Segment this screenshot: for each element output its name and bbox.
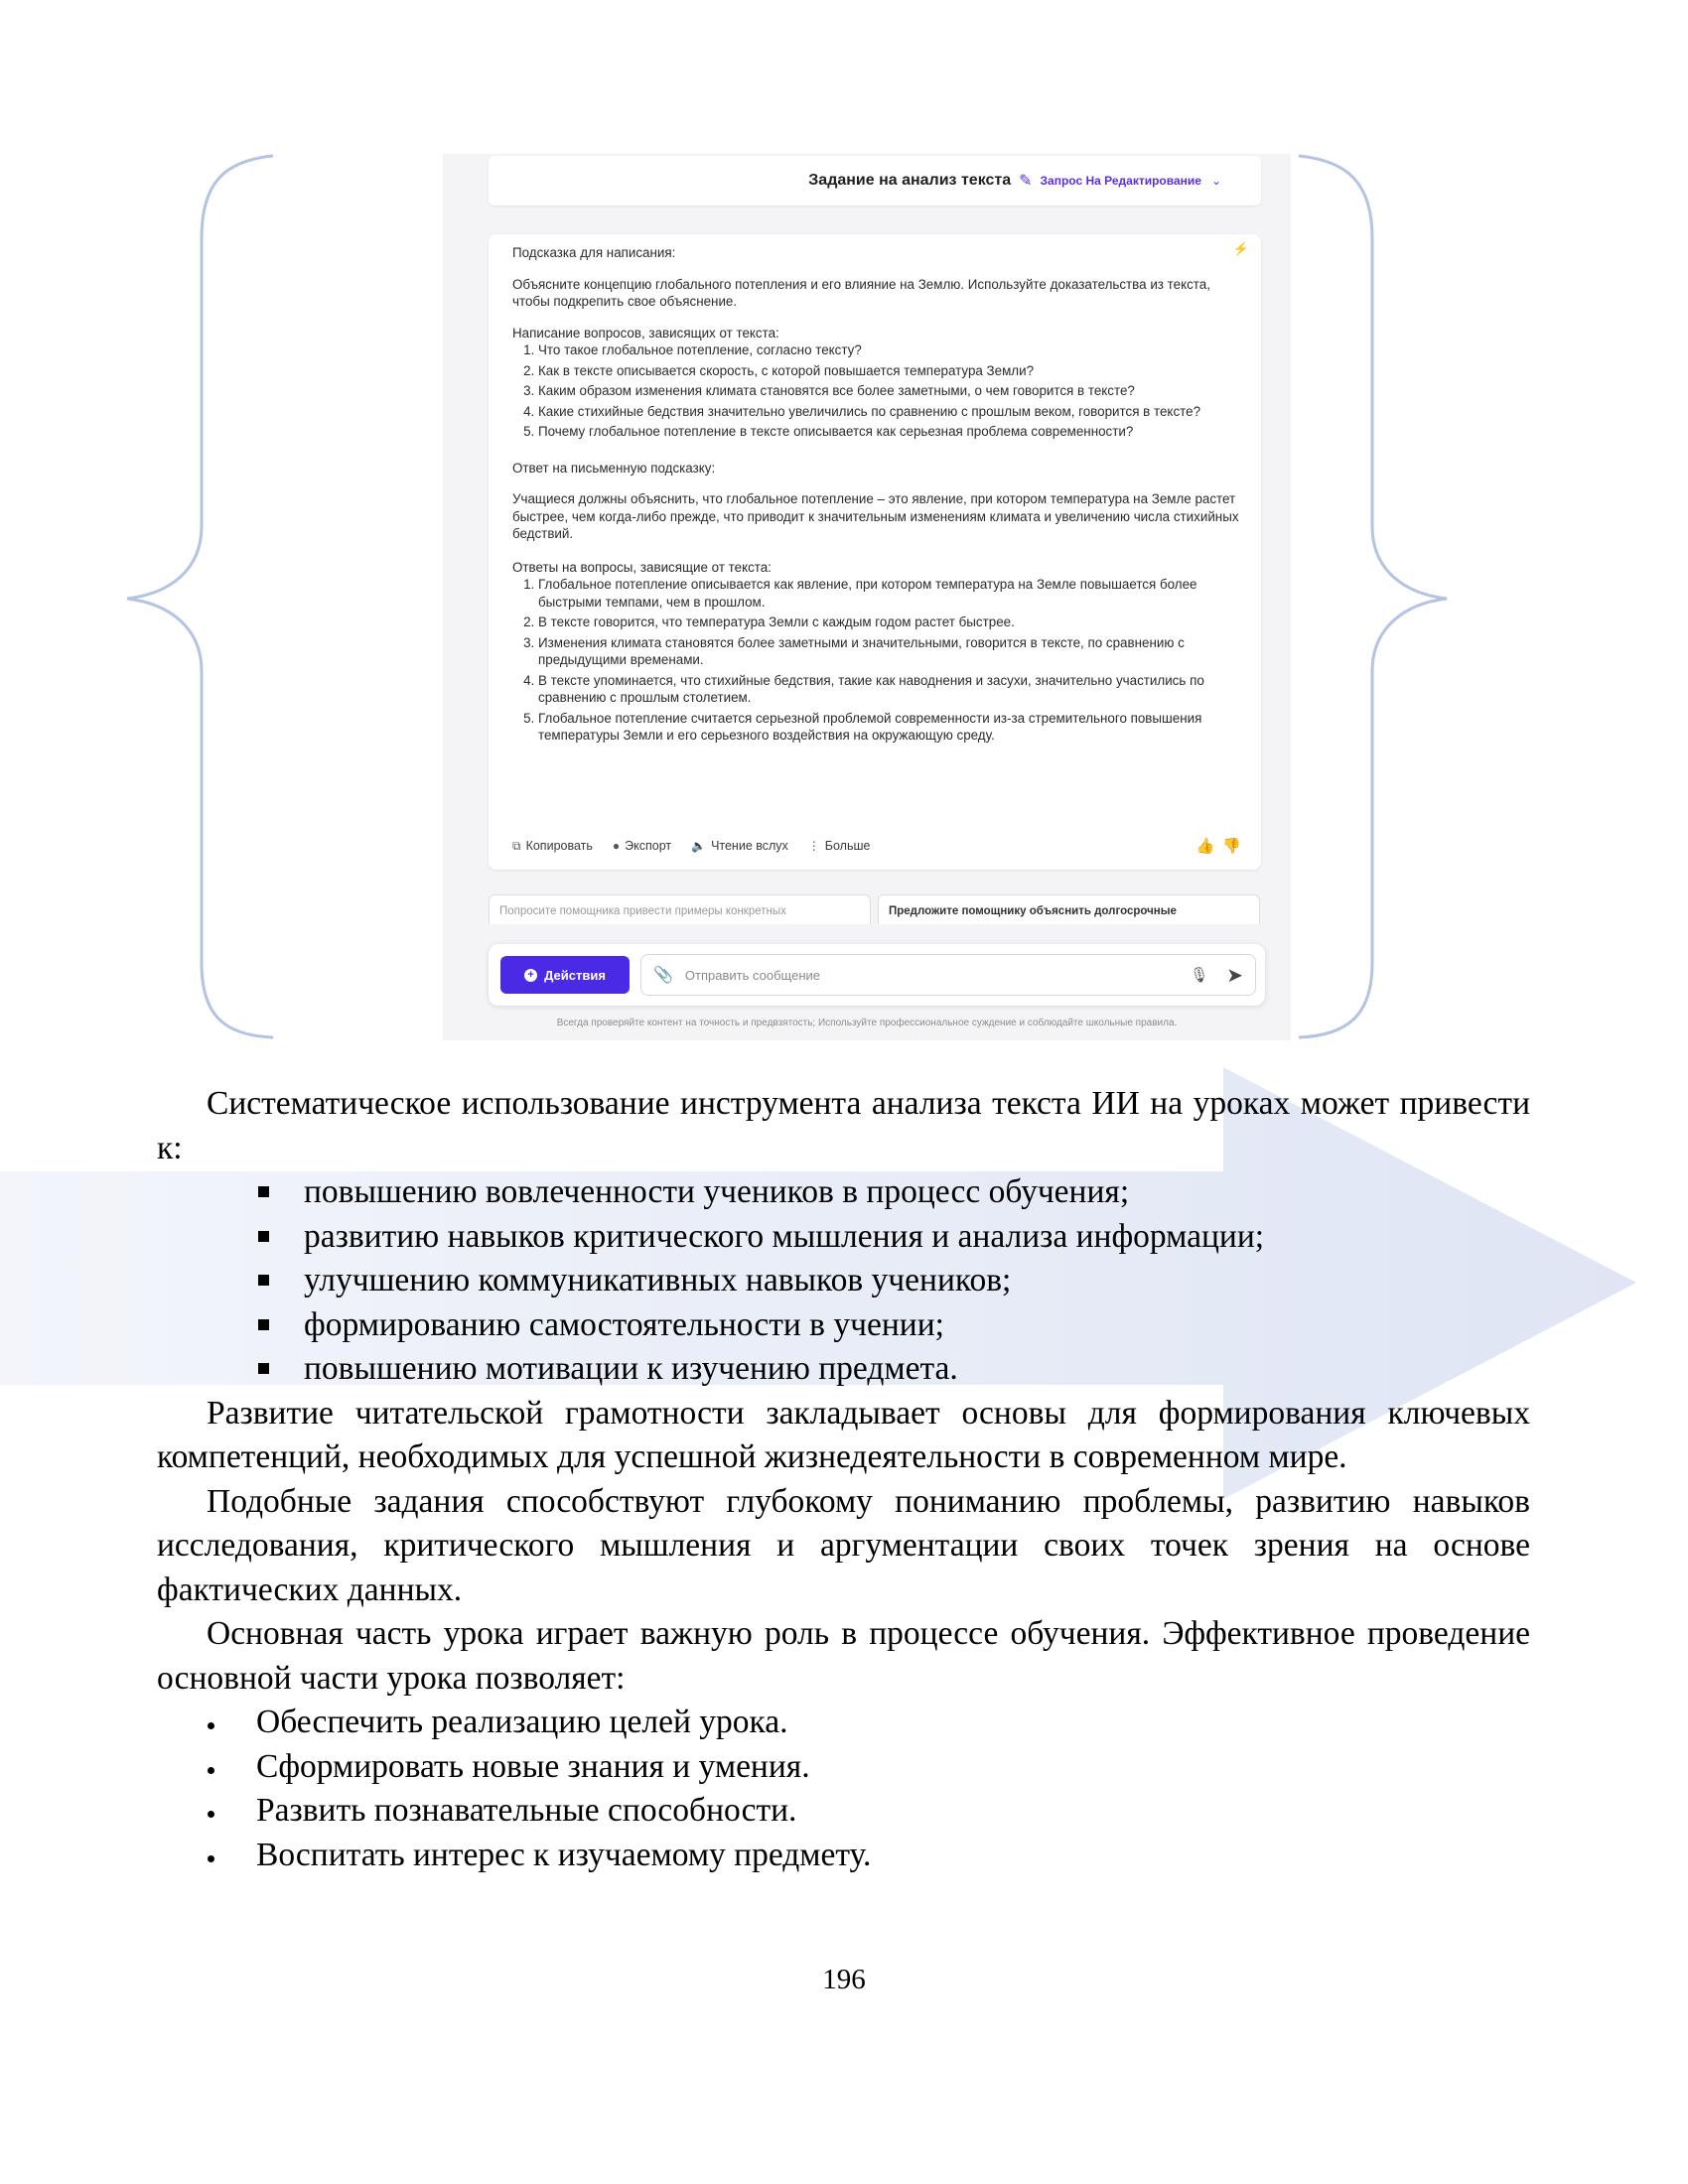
ai-tool-screenshot (443, 154, 1291, 1040)
actions-button-label: Действия (544, 967, 606, 983)
list-item: 1. Что такое глобальное потепление, согласно тексту? (538, 341, 1241, 359)
round-bullet-icon (208, 1722, 214, 1729)
message-input[interactable] (683, 967, 1190, 984)
page-number: 196 (822, 1964, 866, 1995)
input-bar (489, 944, 1265, 1006)
list-item: развитию навыков критического мышления и анализа информации; (157, 1215, 1530, 1260)
task-title: Задание на анализ текста (808, 172, 1012, 189)
microphone-icon[interactable]: 🎙 (1190, 967, 1209, 984)
document-body (157, 1082, 1530, 1877)
list-item: 5. Почему глобальное потепление в тексте описывается как серьезная проблема современности? (538, 423, 1241, 441)
export-button[interactable] (613, 838, 671, 856)
copy-button[interactable] (512, 838, 593, 856)
send-icon[interactable]: ➤ (1226, 964, 1243, 987)
hint-label: Подсказка для написания: (512, 245, 676, 260)
goals-list (157, 1701, 1530, 1877)
list-item: 4. В тексте упоминается, что стихийные бедствия, такие как наводнения и засухи, значительно участились по сравнению с прошлым столетием. (538, 672, 1241, 707)
list-item: Развить познавательные способности. (157, 1789, 1530, 1834)
card-actions (512, 836, 1241, 858)
list-item: улучшению коммуникативных навыков учеников; (157, 1259, 1530, 1303)
round-bullet-icon (208, 1855, 214, 1862)
kebab-icon: ⋮ (807, 839, 820, 854)
copy-icon: ⧉ (512, 839, 521, 854)
copy-label: Копировать (525, 839, 593, 854)
edit-request-link[interactable]: Запрос На Редактирование (1040, 174, 1201, 188)
list-item: Обеспечить реализацию целей урока. (157, 1701, 1530, 1745)
read-aloud-label: Чтение вслух (711, 839, 788, 854)
pencil-icon[interactable]: ✎ (1019, 173, 1033, 190)
square-bullet-icon (258, 1231, 269, 1242)
speaker-icon: 🔈 (691, 839, 707, 854)
square-bullet-icon (258, 1319, 269, 1330)
export-label: Экспорт (625, 839, 672, 854)
read-aloud-button[interactable] (691, 838, 788, 856)
suggestion-chip[interactable]: Попросите помощника привести примеры конкретных (489, 894, 871, 924)
more-button[interactable] (808, 838, 871, 856)
response-card (489, 234, 1261, 870)
right-brace (1299, 156, 1447, 1037)
questions-list (512, 341, 1241, 441)
tasks-paragraph: Подобные задания способствуют глубокому пониманию проблемы, развитию навыков исследования, критического мышления и аргументации своих точек зрения на основе фактических данных. (157, 1482, 1530, 1608)
list-item: 2. В тексте говорится, что температура Земли с каждым годом растет быстрее. (538, 614, 1241, 631)
list-item: 3. Каким образом изменения климата становятся все более заметными, о чем говорится в тексте? (538, 382, 1241, 400)
intro-paragraph: Систематическое использование инструмента анализа текста ИИ на уроках может привести к: (157, 1085, 1530, 1166)
literacy-paragraph: Развитие читательской грамотности закладывает основы для формирования ключевых компетенций, необходимых для успешной жизнедеятельности в современном мире. (157, 1394, 1530, 1475)
round-bullet-icon (208, 1767, 214, 1774)
answer-label: Ответ на письменную подсказку: (512, 460, 716, 476)
list-item: Воспитать интерес к изучаемому предмету. (157, 1834, 1530, 1878)
thumbs-down-icon[interactable]: 👎 (1222, 838, 1241, 856)
chevron-down-icon[interactable]: ⌄ (1210, 174, 1221, 188)
list-item: 2. Как в тексте описывается скорость, с которой повышается температура Земли? (538, 362, 1241, 380)
list-item: 3. Изменения климата становятся более заметными и значительными, говорится в тексте, по сравнению с предыдущими временами. (538, 634, 1241, 669)
actions-button[interactable] (500, 956, 630, 994)
feedback-group (1196, 838, 1241, 856)
export-icon: ● (612, 839, 621, 854)
list-item: 1. Глобальное потепление описывается как явление, при котором температура на Земле повышается более быстрыми темпами, чем в прошлом. (538, 576, 1241, 611)
answer-text: Учащиеся должны объяснить, что глобальное потепление – это явление, при котором температура на Земле растет быстрее, чем когда-либо прежде, что приводит к значительным изменениям климата и увеличению числа стихийных бедствий. (512, 491, 1239, 541)
list-item: повышению мотивации к изучению предмета. (157, 1347, 1530, 1392)
left-brace (127, 156, 273, 1037)
square-bullet-icon (258, 1275, 269, 1286)
answers-list (512, 576, 1241, 745)
list-item: Сформировать новые знания и умения. (157, 1745, 1530, 1790)
lightning-icon: ⚡ (1232, 241, 1249, 256)
thumbs-up-icon[interactable]: 👍 (1196, 838, 1215, 856)
list-item: повышению вовлеченности учеников в процесс обучения; (157, 1170, 1530, 1215)
message-box (640, 954, 1256, 996)
plus-icon: + (524, 969, 537, 982)
main-part-paragraph: Основная часть урока играет важную роль в процессе обучения. Эффективное проведение основной части урока позволяет: (157, 1615, 1530, 1697)
list-item: 5. Глобальное потепление считается серьезной проблемой современности из-за стремительного повышения температуры Земли и его серьезного воздействия на окружающую среду. (538, 710, 1241, 745)
hint-text: Объясните концепцию глобального потепления и его влияние на Землю. Используйте доказательства из текста, чтобы подкрепить свое объяснение. (512, 276, 1210, 309)
questions-label: Написание вопросов, зависящих от текста: (512, 325, 779, 341)
benefits-list (157, 1170, 1530, 1392)
disclaimer: Всегда проверяйте контент на точность и предвзятость; Используйте профессиональное суждение и соблюдайте школьные правила. (556, 1018, 1178, 1028)
more-label: Больше (824, 839, 871, 854)
paperclip-icon[interactable]: 📎 (653, 967, 673, 984)
suggestion-chip[interactable]: Предложите помощнику объяснить долгосрочные (878, 894, 1260, 924)
round-bullet-icon (208, 1811, 214, 1818)
answers-label: Ответы на вопросы, зависящие от текста: (512, 559, 772, 575)
square-bullet-icon (258, 1186, 269, 1197)
list-item: 4. Какие стихийные бедствия значительно увеличились по сравнению с прошлым веком, говорится в тексте? (538, 403, 1241, 421)
task-header (489, 156, 1261, 205)
square-bullet-icon (258, 1363, 269, 1374)
list-item: формированию самостоятельности в учении; (157, 1303, 1530, 1348)
